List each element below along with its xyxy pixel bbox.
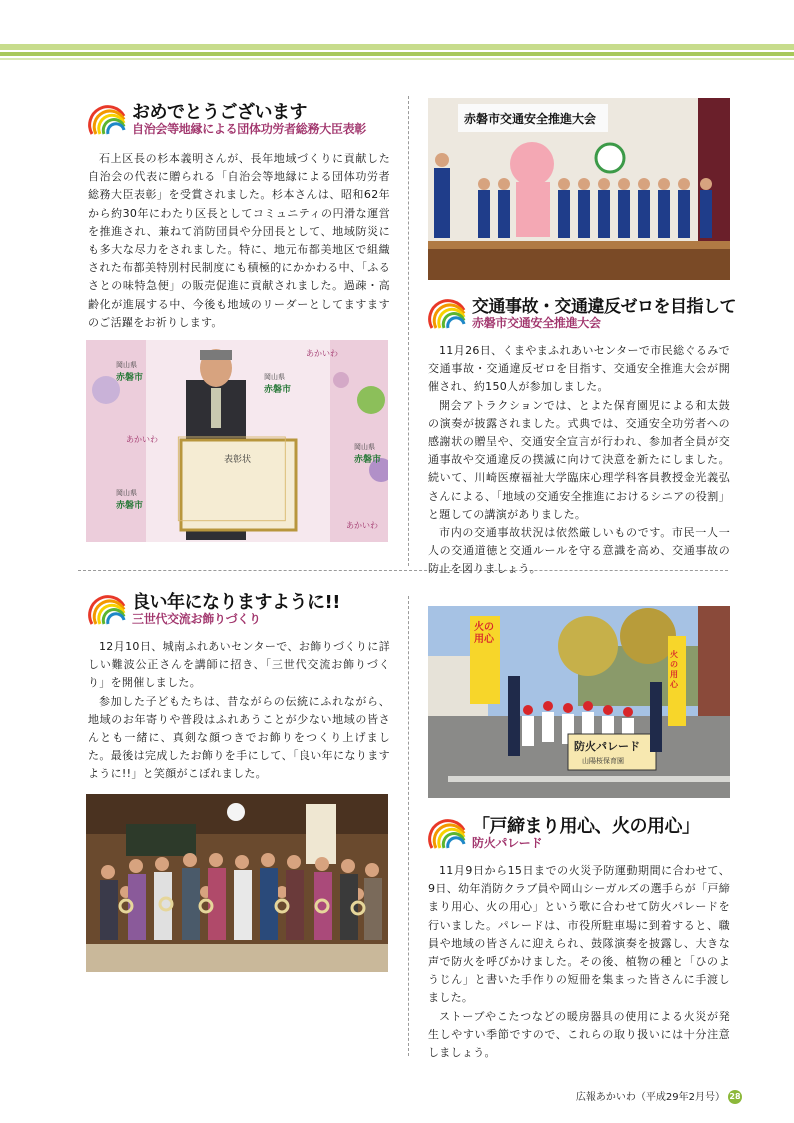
section-subtitle: 自治会等地縁による団体功労者総務大臣表彰 bbox=[132, 122, 367, 136]
column-divider-top bbox=[408, 96, 409, 566]
section-title: 「戸締まり用心、火の用心」 bbox=[472, 816, 700, 837]
top-band-mid bbox=[0, 52, 794, 56]
logo-text-pref: 岡山県 bbox=[354, 443, 375, 451]
section-title: おめでとうございます bbox=[132, 102, 307, 123]
logo-text-pref: 岡山県 bbox=[116, 361, 137, 369]
paragraph: 石上区長の杉本義明さんが、長年地域づくりに貢献した自治会の代表に贈られる「自治会等地縁による団体功労者総務大臣表彰」を受賞されました。杉本さんは、昭和62年から約30年にわたり区長としてコミュニティの円滑な運営を推進され、兼ねて消防団員や分団長として、地域防災にも多大な尽力をされました。特に、地元布都美地区で組織された布都美特別村民制度にも積極的にかかわる中、「ふるさとの味特急便」の販売促進に貢献されました。過疎・高齢化が進展する中、今後も地域のリーダーとしてますますのご活躍をお祈りします。 bbox=[88, 152, 390, 329]
paragraph: 11月9日から15日までの火災予防運動期間に合わせて、9日、幼年消防クラブ員や岡山シーガルズの選手らが「戸締まり用心、火の用心」という歌に合わせて防火パレードを行いました。パレードは、市役所駐車場に到着すると、職員や地域の皆さんに迎えられ、鼓隊演奏を披露し、大きな声で防火を呼びかけました。その後、植物の種と「ひのようじん」と書いた手作りの短冊を集まった皆さんに手渡しました。 bbox=[428, 864, 730, 1005]
paragraph: 11月26日、くまやまふれあいセンターで市民総ぐるみで交通事故・交通違反ゼロを目指す、交通安全推進大会が開催され、約150人が参加しました。 bbox=[428, 344, 730, 394]
logo-text: 赤磐市 bbox=[116, 373, 144, 383]
paragraph: ストーブやこたつなどの暖房器具の使用による火災が発生しやすい季節ですので、これらの取り扱いには十分注意しましょう。 bbox=[428, 1009, 730, 1060]
logo-text: 赤磐市 bbox=[264, 385, 292, 395]
section-title: 良い年になりますように!! bbox=[132, 592, 340, 613]
footer-publication: 広報あかいわ（平成29年2月号） bbox=[575, 1092, 725, 1103]
paragraph: 開会アトラクションでは、とよた保育園児による和太鼓の演奏が披露されました。式典では、交通安全功労者への感謝状の贈呈や、交通安全宣言が行われ、参加者全員が交通事故や交通違反の撲滅に向けて決意を新たにしました。続いて、川崎医療福祉大学臨床心理学科客員教授金光義弘さんによる、「地域の交通安全推進におけるシニアの役割」と題しての講演がありました。 bbox=[428, 398, 730, 521]
top-band bbox=[0, 44, 794, 50]
section-body bbox=[88, 150, 390, 332]
section-header bbox=[88, 98, 390, 142]
section-body bbox=[88, 638, 390, 784]
fire-parade-photo bbox=[428, 606, 730, 798]
rainbow-icon bbox=[88, 98, 128, 138]
section-traffic-safety bbox=[428, 292, 736, 579]
traffic-safety-photo bbox=[428, 98, 730, 280]
section-body bbox=[428, 862, 730, 1062]
page-number: 28 bbox=[728, 1090, 742, 1104]
page-footer bbox=[576, 1088, 742, 1104]
paragraph: 市内の交通事故状況は依然厳しいものです。市民一人一人の交通道徳と交通ルールを守る意識を高め、交通事故の防止を図りましょう。 bbox=[428, 526, 730, 576]
parade-banner-text: 防火パレード bbox=[574, 740, 640, 753]
award-photo bbox=[86, 340, 388, 542]
parade-banner-subtext: 山陽桜保育園 bbox=[582, 757, 624, 765]
section-subtitle: 防火パレード bbox=[472, 836, 543, 850]
flag-text: 火の用心 bbox=[670, 650, 678, 689]
section-new-year-decor bbox=[88, 588, 390, 784]
logo-subtext: あかいわ bbox=[346, 521, 378, 530]
rainbow-icon bbox=[88, 588, 128, 628]
rainbow-icon bbox=[428, 292, 468, 332]
section-award bbox=[88, 98, 390, 332]
section-subtitle: 三世代交流お飾りづくり bbox=[132, 612, 261, 626]
section-header bbox=[428, 292, 736, 336]
section-subtitle: 赤磐市交通安全推進大会 bbox=[472, 316, 601, 330]
section-fire-prevention bbox=[428, 812, 730, 1062]
group-photo-illustration bbox=[86, 794, 388, 972]
section-title: 交通事故・交通違反ゼロを目指して bbox=[472, 297, 736, 317]
logo-text-pref: 岡山県 bbox=[264, 373, 285, 381]
top-band-thin bbox=[0, 58, 794, 60]
photo-banner-text: 赤磐市交通安全推進大会 bbox=[464, 112, 597, 126]
logo-subtext: あかいわ bbox=[126, 435, 158, 444]
column-divider-bottom bbox=[408, 596, 409, 1056]
paragraph: 参加した子どもたちは、昔ながらの伝統にふれながら、地域のお年寄りや普段はふれあうことが少ない地域の皆さんとも一緒に、真剣な顔つきでお飾りをつくり上げました。最後は完成したお飾りを手にして、「良い年になりますように!!」と笑顔がこぼれました。 bbox=[88, 694, 390, 781]
logo-text-pref: 岡山県 bbox=[116, 489, 137, 497]
rainbow-icon bbox=[428, 812, 468, 852]
logo-text: 赤磐市 bbox=[354, 455, 382, 465]
logo-subtext: あかいわ bbox=[306, 349, 338, 358]
certificate-text: 表彰状 bbox=[224, 455, 252, 465]
section-header bbox=[428, 812, 730, 856]
logo-text: 赤磐市 bbox=[116, 501, 144, 511]
flag-text: 火の用心 bbox=[474, 622, 494, 645]
section-body bbox=[428, 342, 730, 579]
paragraph: 12月10日、城南ふれあいセンターで、お飾りづくりに詳しい難波公正さんを講師に招き、「三世代交流お飾りづくり」を開催しました。 bbox=[88, 640, 390, 690]
group-photo bbox=[86, 794, 388, 972]
section-header bbox=[88, 588, 390, 632]
